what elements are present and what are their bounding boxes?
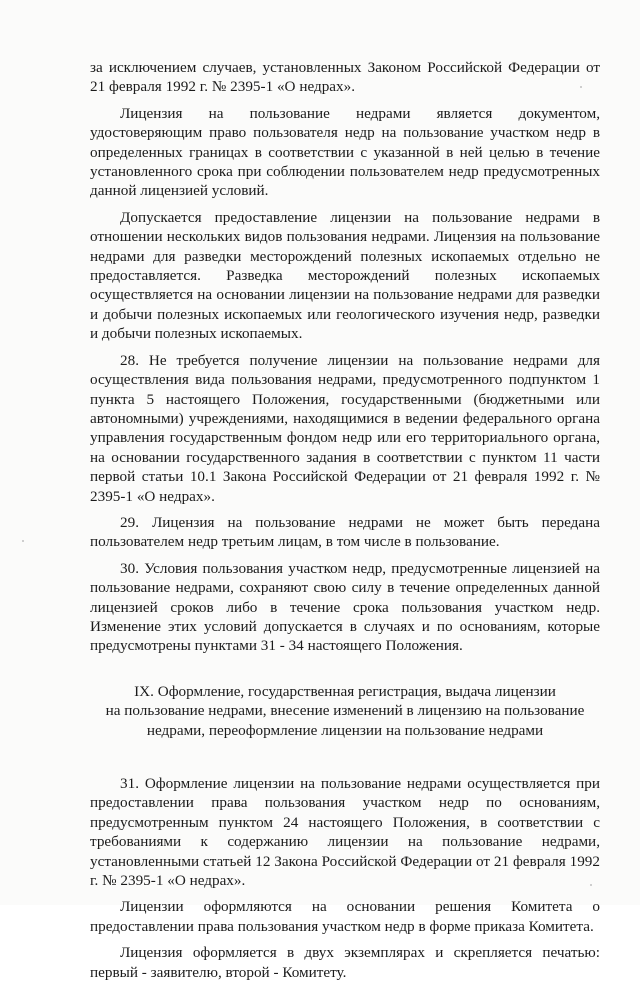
section-heading-line-3: недрами, переоформление лицензии на пользование недрами	[146, 721, 544, 739]
scan-speck	[22, 540, 24, 542]
paragraph-29: 29. Лицензия на пользование недрами не может быть передана пользователем недр третьим лицам, в том числе в пользование.	[90, 513, 600, 551]
section-heading-line-1: IX. Оформление, государственная регистрация, выдача лицензии	[134, 682, 556, 700]
paragraph-intro: за исключением случаев, установленных Законом Российской Федерации от 21 февраля 1992 г. № 2395-1 «О недрах».	[90, 59, 600, 96]
paragraph-30: 30. Условия пользования участком недр, предусмотренные лицензией на пользование недрами, сохраняют свою силу в течение определенных данной лицензией сроков либо в течение срока пользования участком недр. Изменение этих условий допускается в случаях и по основаниям, которые предусмотрены пунктами 31 - 34 настоящего Положения.	[90, 559, 600, 655]
paragraph-licenses-issued: Лицензии оформляются на основании решения Комитета о предоставлении права пользования участком недр в форме приказа Комитета.	[90, 898, 600, 935]
paragraph-31: 31. Оформление лицензии на пользование недрами осуществляется при предоставлении права пользования участком недр по основаниям, предусмотренным пунктом 24 настоящего Положения, в соответствии с требованиями к содержанию лицензии на пользование недрами, установленными статьей 12 Закона Российской Федерации от 21 февраля 1992 г. № 2395-1 «О недрах».	[90, 775, 600, 890]
paragraph-license-definition: Лицензия на пользование недрами является документом, удостоверяющим право пользователя недр на пользование участком недр в определенных границах в соответствии с указанной в ней целью в течение установленного срока при соблюдении пользователем недр предусмотренных данной лицензией условий.	[90, 104, 600, 200]
paragraph-28: 28. Не требуется получение лицензии на пользование недрами для осуществления вида пользования недрами, предусмотренного подпунктом 1 пункта 5 настоящего Положения, государственными (бюджетными или автономными) учреждениями, находящимися в ведении федерального органа управления государственным фондом недр или его территориального органа, на основании государственного задания в соответствии с пунктом 11 части первой статьи 10.1 Закона Российской Федерации от 21 февраля 1992 г. № 2395-1 «О недрах».	[90, 351, 600, 505]
paragraph-multiple-types: Допускается предоставление лицензии на пользование недрами в отношении нескольких видов пользования недрами. Лицензия на пользование недрами для разведки месторождений полезных ископаемых отдельно не предоставляется. Разведка месторождений полезных ископаемых осуществляется на основании лицензии на пользование недрами для разведки и добычи полезных ископаемых или геологического изучения недр, разведки и добычи полезных ископаемых.	[90, 208, 600, 343]
section-heading	[90, 682, 600, 740]
document-body	[90, 58, 600, 989]
scan-speck	[590, 884, 592, 886]
paragraph-two-copies: Лицензия оформляется в двух экземплярах и скрепляется печатью: первый - заявителю, второй - Комитету.	[90, 944, 600, 981]
section-heading-line-2: на пользование недрами, внесение изменений в лицензию на пользование	[105, 702, 585, 720]
scan-speck	[580, 86, 582, 88]
